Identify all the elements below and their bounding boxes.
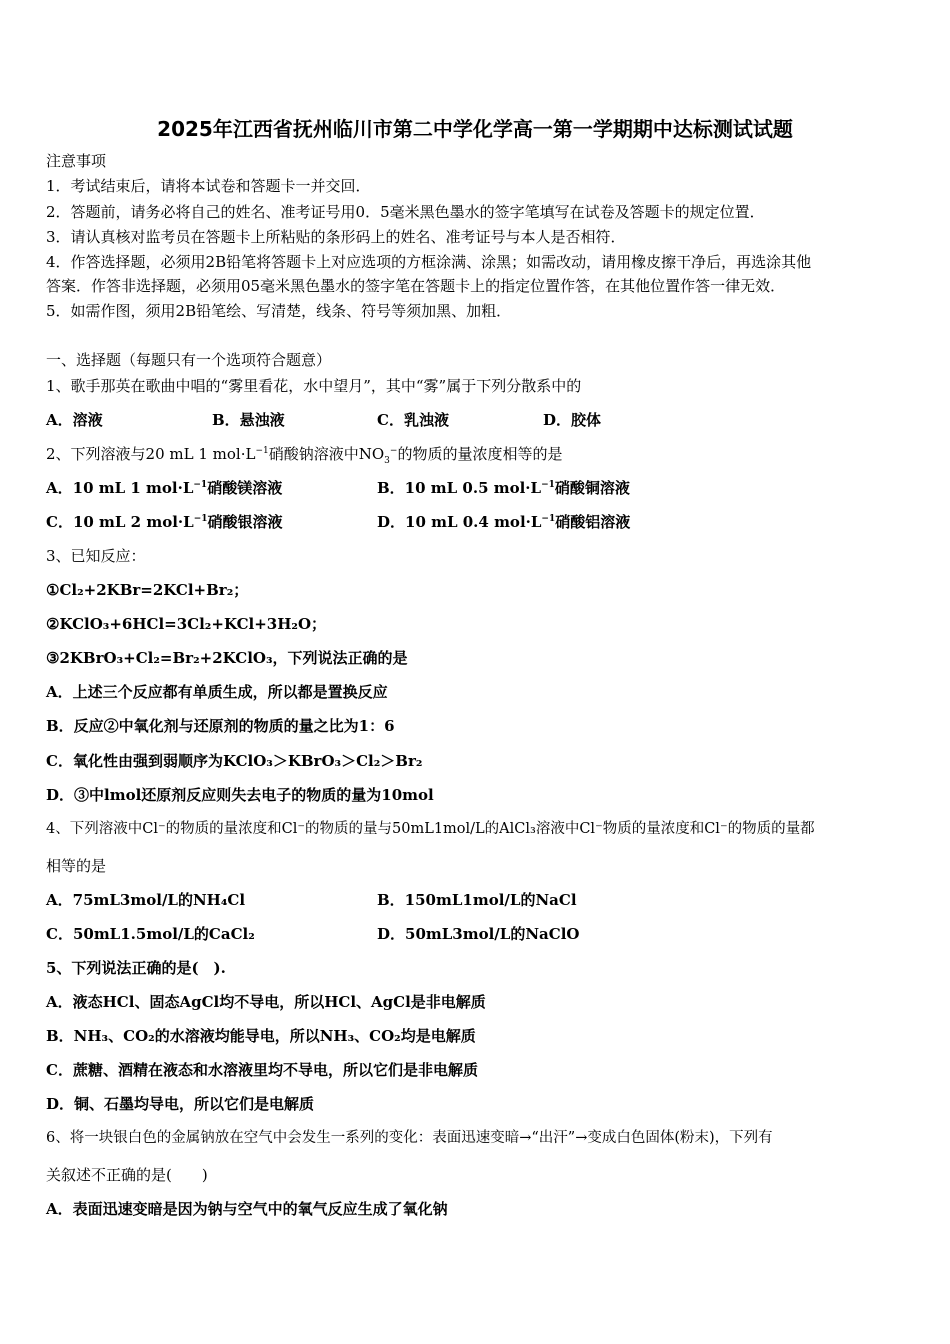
question-6-stem: 6、将一块银白色的金属钠放在空气中会发生一系列的变化：表面迅速变暗→“出汗”→变成白色固体(粉末)，下列有	[46, 1130, 773, 1146]
q3-reaction-3: ③2KBrO₃+Cl₂=Br₂+2KClO₃，下列说法正确的是	[46, 649, 408, 667]
section-heading: 一、选择题（每题只有一个选项符合题意）	[46, 351, 332, 369]
q5-option-a: A．液态HCl、固态AgCl均不导电，所以HCl、AgCl是非电解质	[46, 993, 486, 1011]
q3-option-a: A．上述三个反应都有单质生成，所以都是置换反应	[46, 683, 388, 701]
page-title: 2025年江西省抚州临川市第二中学化学高一第一学期期中达标测试试题	[157, 117, 793, 141]
question-4-stem: 4、下列溶液中Cl⁻的物质的量浓度和Cl⁻的物质的量与50mL1mol/L的AlCl₃溶液中Cl⁻物质的量浓度和Cl⁻的物质的量都	[46, 821, 815, 837]
q1-option-b: B．悬浊液	[212, 411, 285, 429]
q1-option-d: D．胶体	[543, 411, 602, 429]
q3-option-c: C．氧化性由强到弱顺序为KClO₃＞KBrO₃＞Cl₂＞Br₂	[46, 752, 423, 770]
q6-option-a: A．表面迅速变暗是因为钠与空气中的氧气反应生成了氧化钠	[46, 1200, 448, 1218]
q1-option-a: A．溶液	[46, 411, 103, 429]
notice-item: 1．考试结束后，请将本试卷和答题卡一并交回．	[46, 177, 371, 195]
question-4-stem-cont: 相等的是	[46, 857, 107, 875]
notice-item: 2．答题前，请务必将自己的姓名、准考证号用0．5毫米黑色墨水的签字笔填写在试卷及答题卡的规定位置．	[46, 203, 765, 221]
q5-option-d: D．铜、石墨均导电，所以它们是电解质	[46, 1095, 315, 1113]
q5-option-c: C．蔗糖、酒精在液态和水溶液里均不导电，所以它们是非电解质	[46, 1061, 478, 1079]
q4-option-a: A．75mL3mol/L的NH₄Cl	[46, 891, 246, 909]
q1-option-c: C．乳浊液	[377, 411, 449, 429]
q4-option-d: D．50mL3mol/L的NaClO	[377, 925, 580, 943]
notice-item: 答案．作答非选择题，必须用05毫米黑色墨水的签字笔在答题卡上的指定位置作答，在其他位置作答一律无效．	[46, 277, 786, 295]
q2-option-a: A．10 mL 1 $mol\cdot L^{-1}$硝酸镁溶液	[46, 479, 283, 497]
q5-option-b: B．NH₃、CO₂的水溶液均能导电，所以NH₃、CO₂均是电解质	[46, 1027, 476, 1045]
notice-item: 5．如需作图，须用2B铅笔绘、写清楚，线条、符号等须加黑、加粗．	[46, 302, 512, 320]
q3-option-b: B．反应②中氧化剂与还原剂的物质的量之比为1：6	[46, 717, 395, 735]
q3-reaction-2: ②KClO₃+6HCl=3Cl₂+KCl+3H₂O；	[46, 615, 327, 633]
notice-item: 4．作答选择题，必须用2B铅笔将答题卡上对应选项的方框涂满、涂黑；如需改动，请用橡皮擦干净后，再选涂其他	[46, 253, 812, 271]
question-6-stem-cont: 关叙述不正确的是( )	[46, 1166, 208, 1184]
q2-option-d: D．10 mL 0.4 $mol\cdot L^{-1}$硝酸铝溶液	[377, 513, 631, 531]
q4-option-c: C．50mL1.5mol/L的CaCl₂	[46, 925, 255, 943]
q2-option-c: C．10 mL 2 $mol\cdot L^{-1}$硝酸银溶液	[46, 513, 283, 531]
q4-option-b: B．150mL1mol/L的NaCl	[377, 891, 577, 909]
question-2-stem: 2、下列溶液与20 mL 1 $mol\cdot L^{-1}$硝酸钠溶液中$NO_3^-$的物质的量浓度相等的是	[46, 445, 563, 466]
q3-reaction-1: ①Cl₂+2KBr=2KCl+Br₂；	[46, 581, 249, 599]
notice-heading: 注意事项	[46, 152, 107, 170]
q2-option-b: B．10 mL 0.5 $mol\cdot L^{-1}$硝酸铜溶液	[377, 479, 630, 497]
notice-item: 3．请认真核对监考员在答题卡上所粘贴的条形码上的姓名、准考证号与本人是否相符．	[46, 228, 626, 246]
question-1-stem: 1、歌手那英在歌曲中唱的“雾里看花，水中望月”，其中“雾”属于下列分散系中的	[46, 377, 582, 395]
question-5-stem: 5、下列说法正确的是( ).	[46, 959, 226, 977]
q3-option-d: D．③中lmol还原剂反应则失去电子的物质的量为10mol	[46, 786, 434, 804]
question-3-stem: 3、已知反应：	[46, 547, 146, 565]
